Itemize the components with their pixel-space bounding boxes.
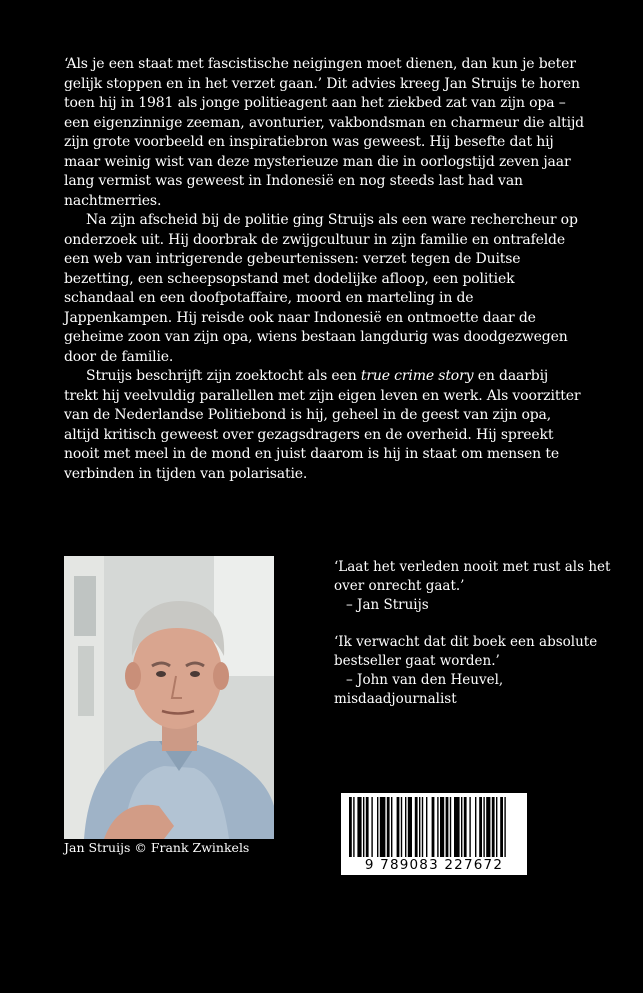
barcode-bar xyxy=(353,797,354,857)
barcode-bar xyxy=(486,797,490,857)
barcode-bar xyxy=(357,797,361,857)
author-portrait-illustration xyxy=(64,556,274,839)
quote-2-role: misdaadjournalist xyxy=(334,691,457,707)
barcode-bar xyxy=(450,797,451,857)
barcode-bar xyxy=(440,797,444,857)
blurb-paragraph-2: Na zijn afscheid bij de politie ging Struijs als een ware rechercheur op onderzoek uit. Hij doorbrak de zwijgcultuur in zijn familie en ontrafelde een web van intrigerende gebeurtenissen: verzet tegen de Duitse bezetting, een scheepsopstand met dodelijke afloop, een politiek schandaal en een doofpotaffaire, moord en marteling in de Jappenkampen. Hij reisde ook naar Indonesië en ontmoette daar de geheime zoon van zijn opa, wiens bestaan langdurig was doodgezwegen door de familie. xyxy=(64,212,578,365)
barcode-bar xyxy=(363,797,364,857)
barcode-bar xyxy=(405,797,406,857)
barcode-bar xyxy=(446,797,449,857)
barcode-bar xyxy=(496,797,497,857)
barcode-bar xyxy=(401,797,402,857)
quote-1-text: ‘Laat het verleden nooit met rust als het over onrecht gaat.’ xyxy=(334,559,611,594)
barcode-bar xyxy=(415,797,418,857)
barcode-bar xyxy=(469,797,470,857)
barcode-bar xyxy=(479,797,482,857)
barcode-bar xyxy=(391,797,392,857)
blurb-paragraph-3-start: Struijs beschrijft zijn zoektocht als een xyxy=(86,368,361,384)
blurb-paragraph-3 xyxy=(64,367,584,484)
blurb-italic-phrase: true crime story xyxy=(360,368,474,384)
barcode-bar xyxy=(377,797,378,857)
barcode-bar xyxy=(437,797,438,857)
barcode-bar xyxy=(461,797,462,857)
barcode-bar xyxy=(454,797,460,857)
blurb-paragraph-1: ‘Als je een staat met fascistische neigingen moet dienen, dan kun je beter gelijk stoppen en in het verzet gaan.’ Dit advies kreeg Jan Struijs te horen toen hij in 1981 als jonge politieagent aan het ziekbed zat van zijn opa – een eigenzinnige zeeman, avonturier, vakbondsman en charmeur die altijd zijn grote voorbeeld en inspiratiebron was geweest. Hij besefte dat hij maar weinig wist van deze mysterieuze man die in oorlogstijd zeven jaar lang vermist was geweest in Indonesië en nog steeds last had van nachtmerries. xyxy=(64,56,584,209)
barcode-bar xyxy=(500,797,503,857)
photo-caption: Jan Struijs © Frank Zwinkels xyxy=(64,840,250,855)
isbn-barcode xyxy=(341,793,527,875)
isbn-digits-text: 9 789083 227672 xyxy=(364,857,504,873)
barcode-bar xyxy=(426,797,427,857)
quote-2-attribution: – John van den Heuvel, xyxy=(346,672,504,688)
barcode-bar xyxy=(366,797,369,857)
isbn-digits xyxy=(341,857,527,873)
quote-1 xyxy=(334,558,624,615)
barcode-bar xyxy=(483,797,484,857)
barcode-bar xyxy=(371,797,372,857)
barcode-bar xyxy=(504,797,505,857)
barcode-bar xyxy=(492,797,495,857)
quotes-column xyxy=(334,558,624,727)
quote-2-text: ‘Ik verwacht dat dit boek een absolute bestseller gaat worden.’ xyxy=(334,634,598,669)
barcode-bar xyxy=(432,797,435,857)
barcode-bar xyxy=(349,797,352,857)
barcode-bar xyxy=(475,797,476,857)
barcode-bar xyxy=(422,797,423,857)
quote-2 xyxy=(334,633,624,709)
back-cover-blurb xyxy=(64,55,584,484)
author-photo xyxy=(64,556,274,839)
barcode-bar xyxy=(408,797,412,857)
quote-1-attribution: – Jan Struijs xyxy=(346,597,429,613)
blurb-paragraph-3-end: en daarbij trekt hij veelvuldig parallellen met zijn eigen leven en werk. Als voorzitter van de Nederlandse Politiebond is hij, geheel in de geest van zijn opa, altijd kritisch geweest over gezagsdragers en de overheid. Hij spreekt nooit met meel in de mond en juist daarom is hij in staat om mensen te verbinden in tijden van polarisatie. xyxy=(64,368,581,482)
barcode-bar xyxy=(397,797,400,857)
barcode-bar xyxy=(380,797,386,857)
barcode-bar xyxy=(387,797,390,857)
barcode-bar xyxy=(464,797,467,857)
barcode-bar xyxy=(419,797,420,857)
